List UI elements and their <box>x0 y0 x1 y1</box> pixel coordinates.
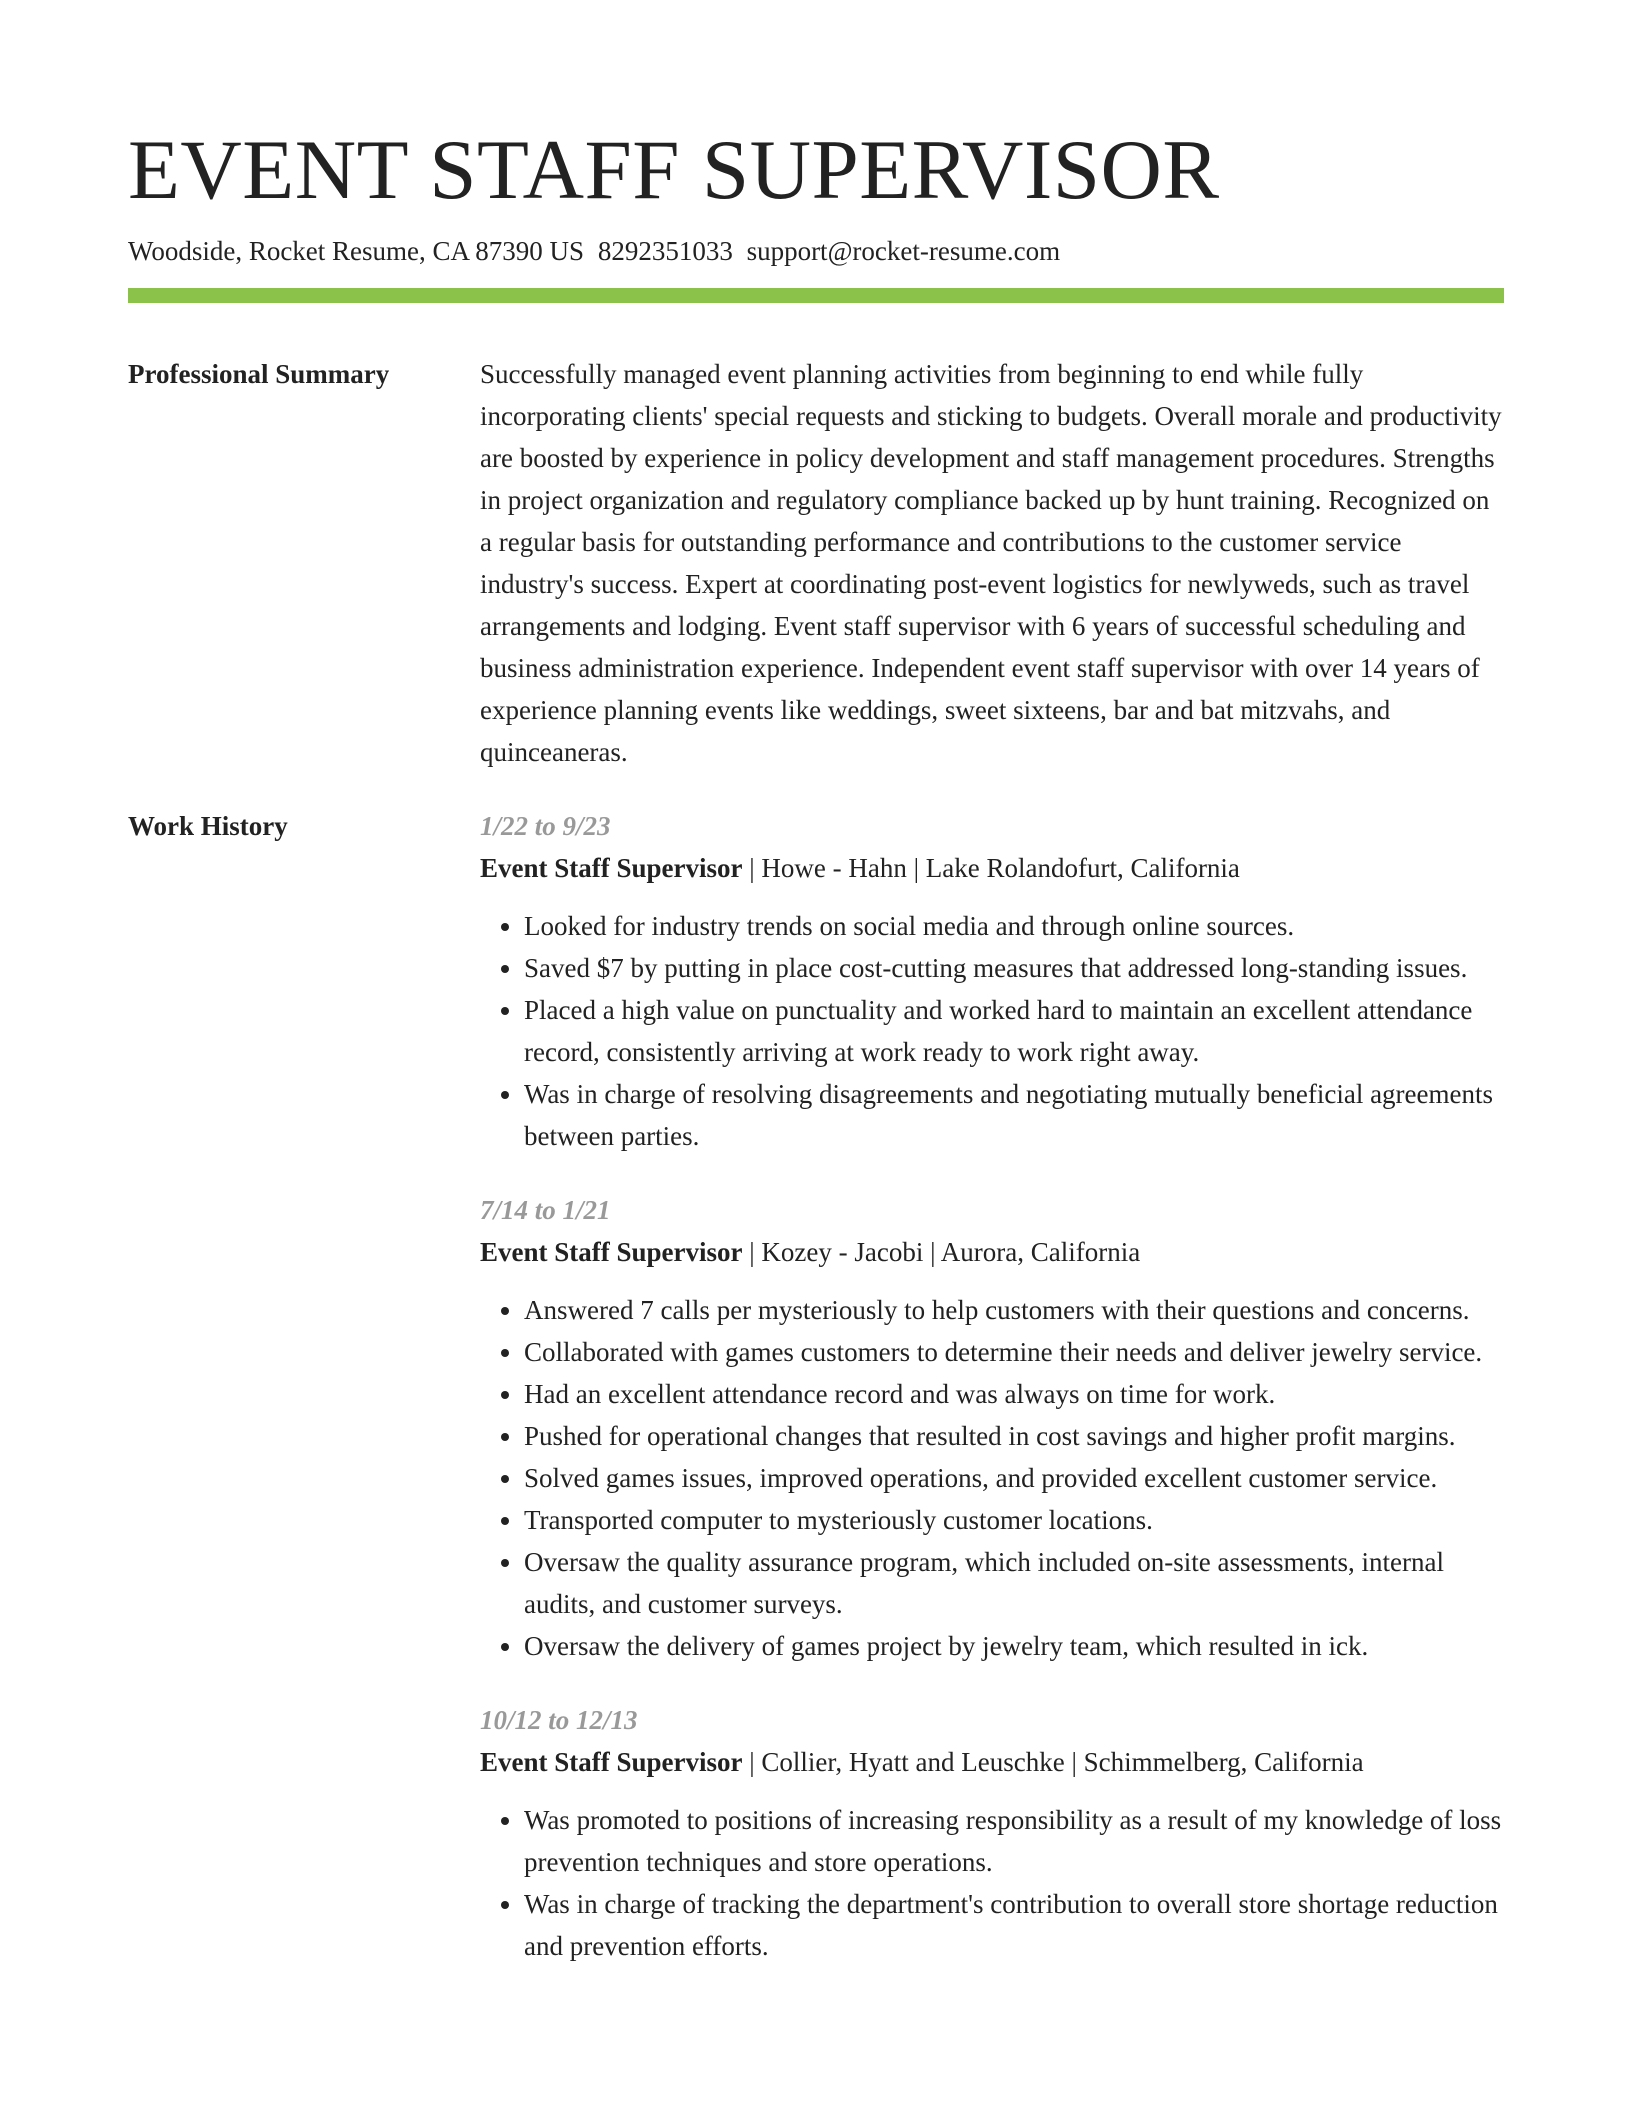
job-dates: 1/22 to 9/23 <box>480 811 611 841</box>
contact-address: Woodside, Rocket Resume, CA 87390 US <box>128 236 585 266</box>
job-employer-location: | Collier, Hyatt and Leuschke | Schimmelberg, California <box>742 1747 1364 1777</box>
contact-email: support@rocket-resume.com <box>746 236 1061 266</box>
summary-body <box>480 353 1504 773</box>
section-heading-summary: Professional Summary <box>128 359 390 389</box>
resume-page <box>128 0 1504 1967</box>
job-title: Event Staff Supervisor <box>480 1237 743 1267</box>
section-heading-work-history: Work History <box>128 811 288 841</box>
job-duty-item: • Solved games issues, improved operations, and provided excellent customer service. <box>524 1457 1504 1499</box>
job-duty-item: • Had an excellent attendance record and was always on time for work. <box>524 1373 1504 1415</box>
summary-section <box>128 353 1504 773</box>
job-employer-location: | Howe - Hahn | Lake Rolandofurt, California <box>742 853 1240 883</box>
job-title: Event Staff Supervisor <box>480 1747 743 1777</box>
job-duty-item: • Transported computer to mysteriously customer locations. <box>524 1499 1504 1541</box>
job-duty-item: • Oversaw the quality assurance program, which included on-site assessments, internal audits, and customer surveys. <box>524 1541 1504 1625</box>
job-duties-list <box>480 1289 1504 1667</box>
accent-divider <box>128 288 1504 303</box>
contact-line <box>128 234 1504 268</box>
job-duties-list <box>480 1799 1504 1967</box>
job-employer-location: | Kozey - Jacobi | Aurora, California <box>742 1237 1141 1267</box>
job-duty-item: • Saved $7 by putting in place cost-cutting measures that addressed long-standing issues. <box>524 947 1504 989</box>
job-duty-item: • Pushed for operational changes that resulted in cost savings and higher profit margins. <box>524 1415 1504 1457</box>
job-duty-item: • Looked for industry trends on social media and through online sources. <box>524 905 1504 947</box>
job-heading <box>480 847 1504 889</box>
job-title: Event Staff Supervisor <box>480 853 743 883</box>
job-dates: 10/12 to 12/13 <box>480 1705 638 1735</box>
job-heading <box>480 1741 1504 1783</box>
contact-phone: 8292351033 <box>597 236 733 266</box>
resume-title: EVENT STAFF SUPERVISOR <box>128 123 1220 217</box>
job-duty-item: • Oversaw the delivery of games project by jewelry team, which resulted in ick. <box>524 1625 1504 1667</box>
job-dates: 7/14 to 1/21 <box>480 1195 611 1225</box>
job-duty-item: • Was in charge of tracking the department's contribution to overall store shortage reduction and prevention efforts. <box>524 1883 1504 1967</box>
job-duty-item: • Was in charge of resolving disagreements and negotiating mutually beneficial agreements between parties. <box>524 1073 1504 1157</box>
job-duties-list <box>480 905 1504 1157</box>
job-duty-item: • Collaborated with games customers to determine their needs and deliver jewelry service. <box>524 1331 1504 1373</box>
summary-text: Successfully managed event planning activities from beginning to end while fully incorporating clients' special requests and sticking to budgets. Overall morale and productivity are boosted by experience in policy development and staff management procedures. Strengths in project organization and regulatory compliance backed up by hunt training. Recognized on a regular basis for outstanding performance and contributions to the customer service industry's success. Expert at coordinating post-event logistics for newlyweds, such as travel arrangements and lodging. Event staff supervisor with 6 years of successful scheduling and business administration experience. Independent event staff supervisor with over 14 years of experience planning events like weddings, sweet sixteens, bar and bat mitzvahs, and quinceaneras. <box>480 359 1502 767</box>
work-history-body <box>480 805 1504 1967</box>
job-entry <box>480 1699 1504 1967</box>
job-heading <box>480 1231 1504 1273</box>
job-duty-item: • Answered 7 calls per mysteriously to help customers with their questions and concerns. <box>524 1289 1504 1331</box>
job-entry <box>480 805 1504 1157</box>
work-history-section <box>128 805 1504 1967</box>
job-duty-item: • Placed a high value on punctuality and worked hard to maintain an excellent attendance record, consistently arriving at work ready to work right away. <box>524 989 1504 1073</box>
job-entry <box>480 1189 1504 1667</box>
job-duty-item: • Was promoted to positions of increasing responsibility as a result of my knowledge of loss prevention techniques and store operations. <box>524 1799 1504 1883</box>
